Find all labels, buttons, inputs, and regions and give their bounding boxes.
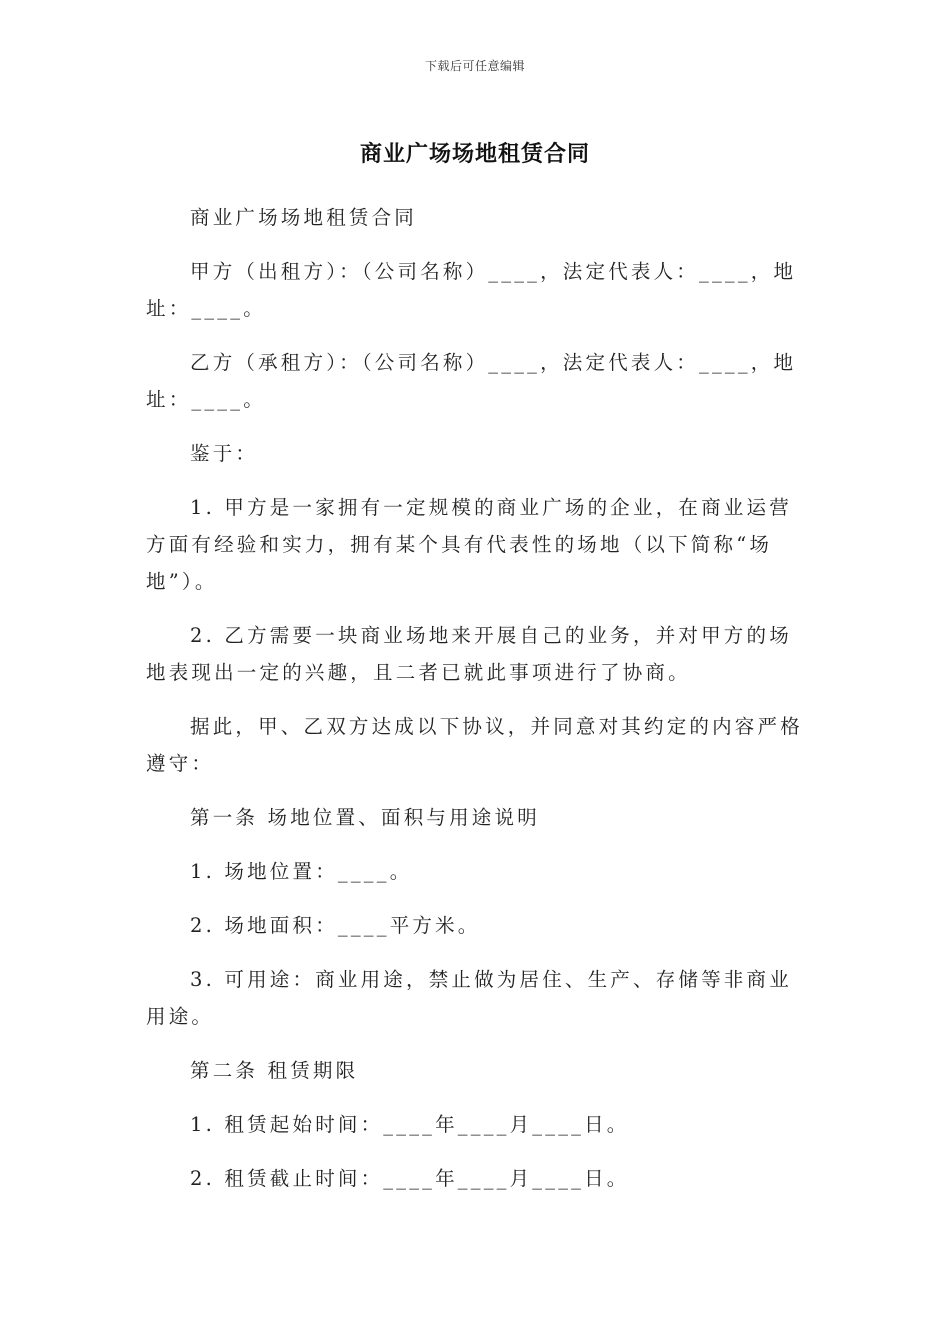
whereas-item-2: 2. 乙方需要一块商业场地来开展自己的业务，并对甲方的场地表现出一定的兴趣，且二者已就此事项进行了协商。	[146, 624, 792, 684]
article-1-item-1: 1. 场地位置：____。	[190, 860, 413, 883]
whereas-item-1: 1. 甲方是一家拥有一定规模的商业广场的企业，在商业运营方面有经验和实力，拥有某个具有代表性的场地（以下简称“场地”）。	[146, 496, 792, 593]
article-2-item-2: 2. 租赁截止时间：____年____月____日。	[190, 1167, 630, 1190]
article-1-heading: 第一条 场地位置、面积与用途说明	[190, 806, 540, 829]
party-a-paragraph: 甲方（出租方）：（公司名称）____，法定代表人：____，地址：____。	[146, 260, 797, 320]
agreement-intro: 据此，甲、乙双方达成以下协议，并同意对其约定的内容严格遵守：	[146, 715, 803, 775]
article-2-item-1: 1. 租赁起始时间：____年____月____日。	[190, 1113, 630, 1136]
header-note: 下载后可任意编辑	[424, 59, 525, 73]
article-1-item-2: 2. 场地面积：____平方米。	[190, 914, 481, 937]
article-2-heading: 第二条 租赁期限	[190, 1059, 359, 1082]
whereas-heading: 鉴于：	[190, 442, 259, 465]
article-1-item-3: 3. 可用途：商业用途，禁止做为居住、生产、存储等非商业用途。	[146, 968, 792, 1028]
document-title: 商业广场场地租赁合同	[359, 142, 590, 167]
party-b-paragraph: 乙方（承租方）：（公司名称）____，法定代表人：____，地址：____。	[146, 351, 797, 411]
document-body	[146, 199, 806, 1214]
subtitle-paragraph: 商业广场场地租赁合同	[190, 206, 418, 229]
